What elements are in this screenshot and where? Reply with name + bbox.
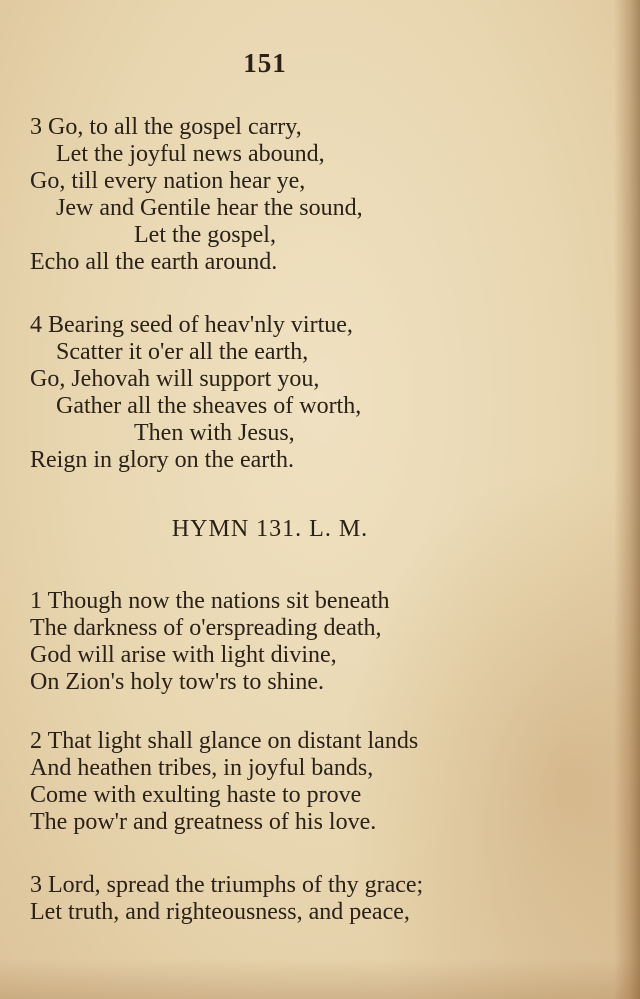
verse-line: Let truth, and righteousness, and peace, [30, 899, 410, 925]
verse-line: God will arise with light divine, [30, 642, 337, 668]
verse-line: Gather all the sheaves of worth, [56, 393, 362, 419]
page-edge-shading [614, 0, 640, 999]
verse-line: Let the gospel, [134, 222, 276, 248]
page-number: 151 [243, 48, 287, 78]
verse-line: 1 Though now the nations sit beneath [30, 588, 390, 614]
verse-line: The darkness of o'erspreading death, [30, 615, 382, 641]
hymn-heading: HYMN 131. L. M. [171, 516, 369, 542]
verse-line: Then with Jesus, [134, 420, 295, 446]
verse-line: Go, till every nation hear ye, [30, 168, 306, 194]
verse-line: 2 That light shall glance on distant lands [30, 728, 419, 754]
verse-line: Scatter it o'er all the earth, [56, 339, 309, 365]
verse-line: 3 Go, to all the gospel carry, [30, 114, 302, 140]
page-bottom-shading [0, 959, 640, 999]
verse-line: 4 Bearing seed of heav'nly virtue, [30, 312, 353, 338]
verse-line: Go, Jehovah will support you, [30, 366, 320, 392]
hymn131-stanza-2 [30, 728, 530, 836]
hymn131-stanza-3 [30, 872, 530, 926]
stanza-4 [30, 312, 530, 474]
hymn131-stanza-1 [30, 588, 530, 696]
verse-line: On Zion's holy tow'rs to shine. [30, 669, 324, 695]
verse-line: And heathen tribes, in joyful bands, [30, 755, 374, 781]
verse-line: 3 Lord, spread the triumphs of thy grace; [30, 872, 424, 898]
stanza-3 [30, 114, 530, 276]
verse-line: Reign in glory on the earth. [30, 447, 294, 473]
verse-line: Come with exulting haste to prove [30, 782, 362, 808]
verse-line: Jew and Gentile hear the sound, [56, 195, 363, 221]
verse-line: The pow'r and greatness of his love. [30, 809, 377, 835]
verse-line: Echo all the earth around. [30, 249, 278, 275]
verse-line: Let the joyful news abound, [56, 141, 325, 167]
